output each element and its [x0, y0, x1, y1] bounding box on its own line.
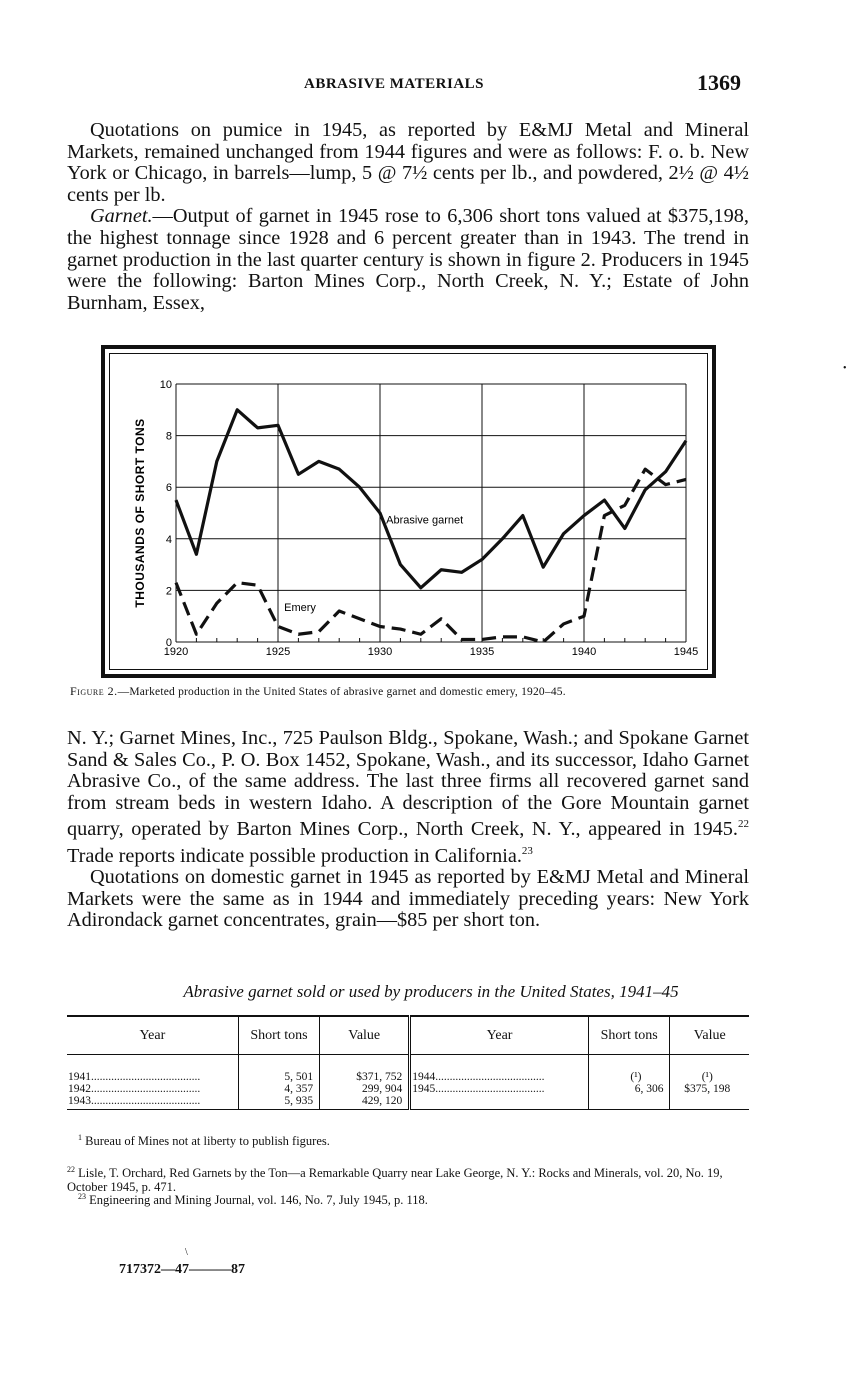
caption-label: Figure 2. [70, 684, 118, 698]
y-tick-label: 10 [159, 379, 172, 391]
col-year-right: Year [410, 1016, 589, 1055]
year-1943: 1943...................................... [68, 1095, 201, 1107]
value-1941: $371, 752 [356, 1071, 403, 1083]
y-tick-label: 4 [165, 533, 172, 546]
series-label-garnet: Abrasive garnet [386, 514, 464, 527]
year-1942: 1942...................................... [68, 1083, 201, 1095]
y-tick-label: 8 [165, 430, 172, 443]
table-header-row [67, 1016, 749, 1055]
x-tick-label: 1940 [571, 646, 597, 658]
garnet-table [67, 1015, 749, 1110]
body-text-bottom [67, 728, 749, 932]
table-title: Abrasive garnet sold or used by producers in the United States, 1941–45 [183, 982, 679, 1001]
year-1941: 1941...................................... [68, 1071, 201, 1083]
garnet-line [176, 410, 686, 588]
y-tick-label: 6 [165, 482, 172, 495]
footnote-ref-22: 22 [738, 818, 749, 831]
stray-dot: • [843, 363, 847, 374]
caption-text: —Marketed production in the United States of abrasive garnet and domestic emery, 1920–45. [117, 686, 566, 698]
x-tick-label: 1920 [163, 646, 189, 658]
footnote-ref-23: 23 [521, 844, 533, 857]
year-1944: 1944...................................... [412, 1071, 545, 1083]
col-tons-left: Short tons [238, 1016, 319, 1055]
california-text: Trade reports indicate possible production in California. [67, 844, 522, 867]
values-right [670, 1055, 749, 1110]
col-tons-right: Short tons [588, 1016, 670, 1055]
value-1944: (¹) [701, 1071, 713, 1083]
tons-1941: 5, 501 [284, 1071, 314, 1083]
x-tick-label: 1945 [673, 646, 699, 658]
page-number: 1369 [697, 70, 741, 95]
col-value-right: Value [670, 1016, 749, 1055]
years-left [67, 1055, 238, 1110]
value-1942: 299, 904 [362, 1083, 403, 1095]
values-left [320, 1055, 410, 1110]
page-header [0, 70, 862, 100]
tons-1943: 5, 935 [284, 1095, 314, 1107]
table-row [67, 1055, 749, 1110]
emery-line [176, 469, 686, 642]
paragraph-pumice: Quotations on pumice in 1945, as reported by E&MJ Metal and Mineral Markets, remained unchanged from 1944 figures and were as follows: F. o. b. New York or Chicago, in barrels—lump, 5 @ 7½ cents per lb., and powdered, 2½ @ 4½ cents per lb. [67, 119, 749, 206]
tons-right [588, 1055, 670, 1110]
tons-left [238, 1055, 319, 1110]
body-text-top [67, 120, 749, 314]
run-in-head: Garnet. [90, 205, 153, 228]
y-tick-label: 0 [165, 637, 172, 649]
x-tick-label: 1925 [265, 646, 291, 658]
value-1945: $375, 198 [684, 1083, 731, 1095]
y-axis-label: THOUSANDS OF SHORT TONS [133, 418, 147, 608]
figure-2 [101, 345, 716, 678]
footnote-22: $^{22}$ Lisle, T. Orchard, Red Garnets by the Ton—a Remarkable Quarry near Lake George, N. Y.: Rocks and Minerals, vol. 20, No. 19, October 1945, p. 471. [67, 1165, 723, 1195]
production-line-chart [110, 354, 715, 677]
footnote-23: $^{23}$ Engineering and Mining Journal, vol. 146, No. 7, July 1945, p. 118. [78, 1192, 428, 1208]
paragraph-garnet [67, 206, 749, 314]
footnote-1: $^1$ Bureau of Mines not at liberty to publish figures. [78, 1133, 330, 1149]
col-year-left: Year [67, 1016, 238, 1055]
col-value-left: Value [320, 1016, 410, 1055]
running-title: ABRASIVE MATERIALS [304, 76, 485, 92]
year-1945: 1945...................................... [412, 1083, 545, 1095]
stray-mark: \ [185, 1247, 188, 1258]
series-label-emery: Emery [284, 602, 316, 615]
figure-inner-border [109, 353, 708, 670]
tons-1945: 6, 306 [634, 1083, 664, 1095]
paragraph-producers [67, 728, 749, 867]
tons-1944: (¹) [630, 1071, 642, 1083]
tons-1942: 4, 357 [284, 1083, 314, 1095]
print-imprint: 717372—47———87 [119, 1262, 245, 1277]
producers-text: N. Y.; Garnet Mines, Inc., 725 Paulson Bldg., Spokane, Wash.; and Spokane Garnet Sand & Sales Co., P. O. Box 1452, Spokane, Wash., and its successor, Idaho Garnet Abrasive Co., of the same address. The last three firms all recovered garnet sand from stream beds in western Idaho. A description of the Gore Mountain garnet quarry, operated by Barton Mines Corp., North Creek, N. Y., appeared in 1945. [67, 727, 749, 841]
y-tick-label: 2 [165, 585, 172, 598]
paragraph-garnet-text: Garnet.—Output of garnet in 1945 rose to 6,306 short tons valued at $375,198, the highest tonnage since 1928 and 6 percent greater than in 1943. The trend in garnet production in the last quarter century is shown in figure 2. Producers in 1945 were the following: Barton Mines Corp., North Creek, N. Y.; Estate of John Burnham, Essex, [67, 205, 749, 314]
value-1943: 429, 120 [362, 1095, 403, 1107]
x-tick-label: 1935 [469, 646, 495, 658]
figure-caption [70, 684, 770, 699]
x-tick-label: 1930 [367, 646, 393, 658]
years-right [410, 1055, 589, 1110]
paragraph-quotations-garnet: Quotations on domestic garnet in 1945 as reported by E&MJ Metal and Mineral Markets were the same as in 1944 and immediately preceding years: New York Adirondack garnet concentrates, grain—$85 per short ton. [67, 866, 749, 932]
